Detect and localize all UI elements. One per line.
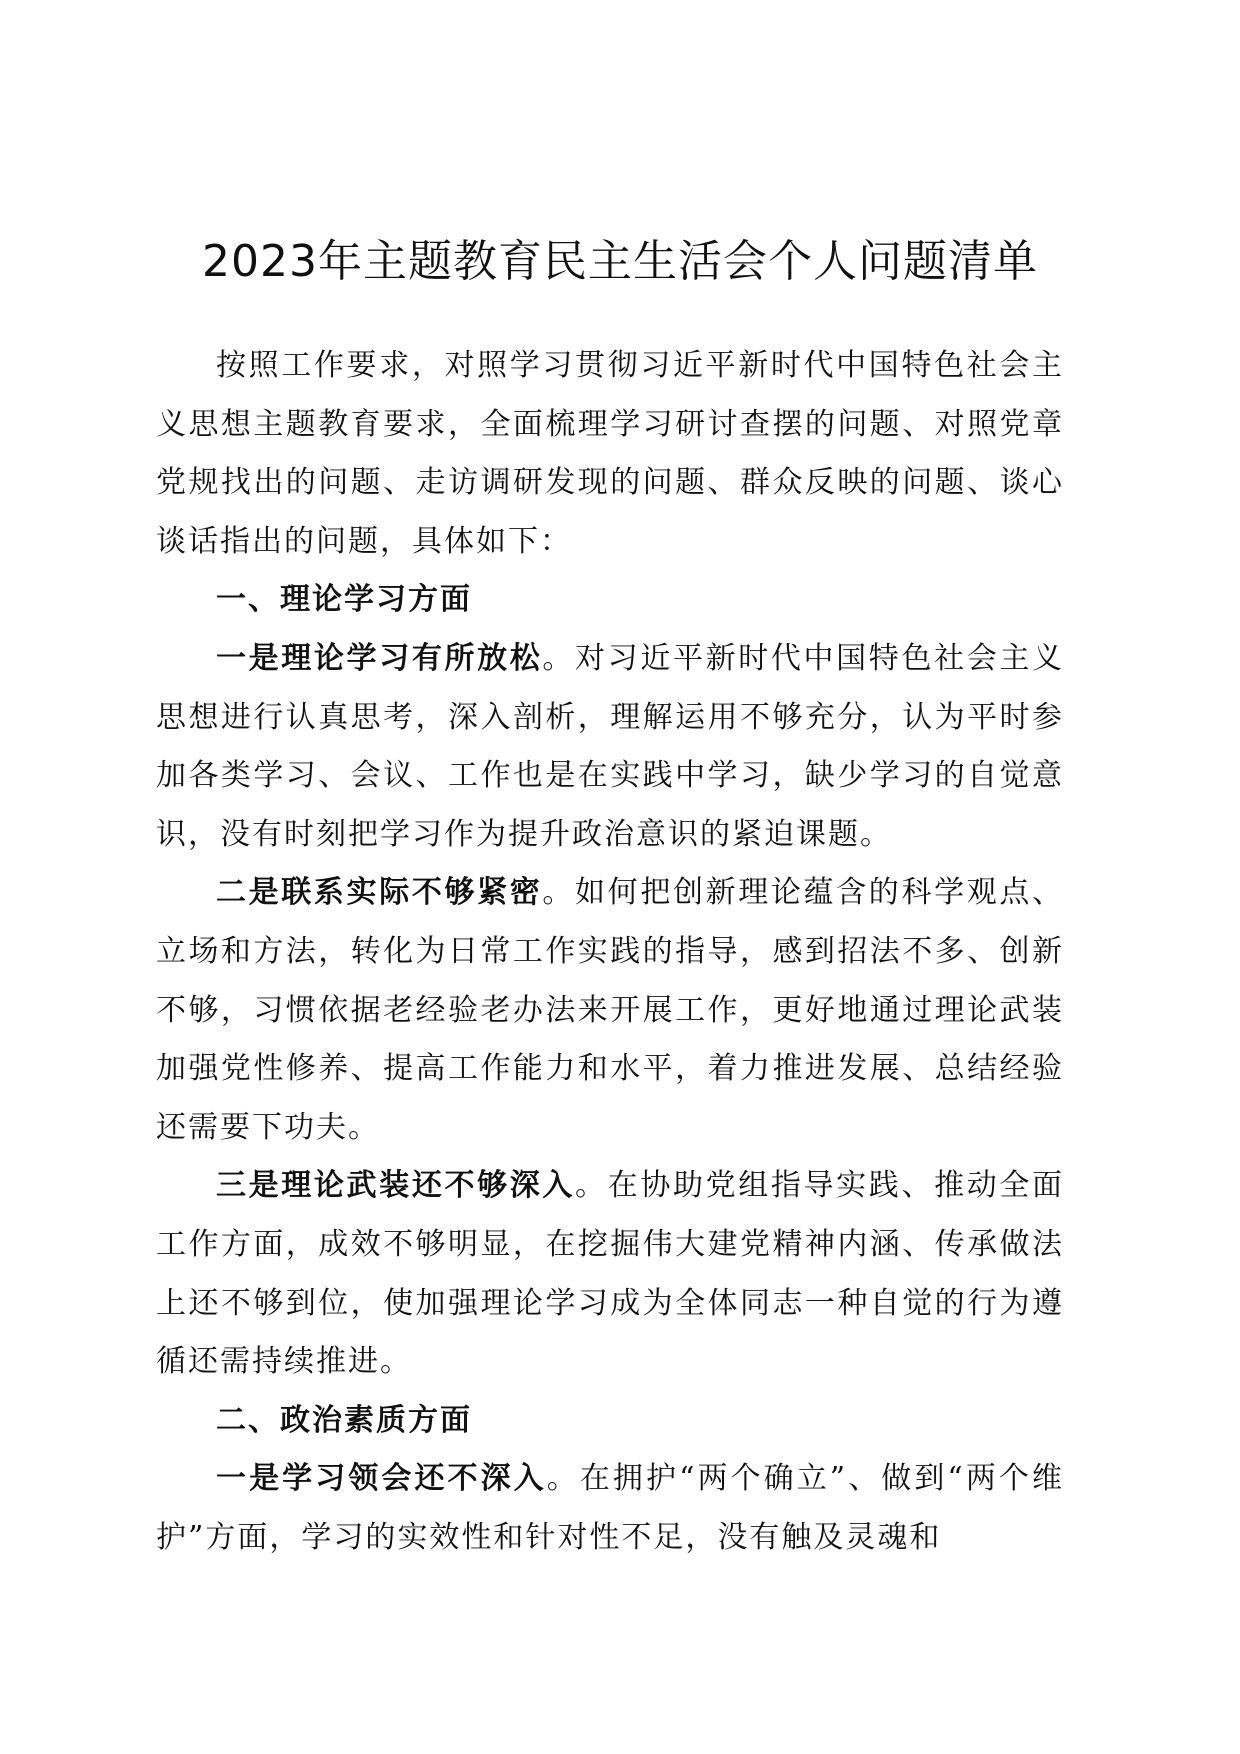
intro-paragraph: 按照工作要求，对照学习贯彻习近平新时代中国特色社会主义思想主题教育要求，全面梳理学习研讨查摆的问题、对照党章党规找出的问题、走访调研发现的问题、群众反映的问题、谈心谈话指出的问题，具体如下： — [156, 348, 1064, 559]
document-title: 2023年主题教育民主生活会个人问题清单 — [202, 236, 1038, 287]
item-lead: 二是联系实际不够紧密 — [216, 875, 543, 911]
item-lead: 一是学习领会还不深入 — [216, 1461, 547, 1497]
section-heading-theory-study: 一、理论学习方面 — [216, 582, 472, 618]
item-text: 。对习近平新时代中国特色社会主义思想进行认真思考，深入剖析，理解运用不够充分，认为平时参加各类学习、会议、工作也是在实践中学习，缺少学习的自觉意识，没有时刻把学习作为提升政治意识的紧迫课题。 — [156, 640, 1065, 852]
paragraph-political-item-1 — [156, 1450, 1064, 1567]
item-text: 。在协助党组指导实践、推动全面工作方面，成效不够明显，在挖掘伟大建党精神内涵、传承做法上还不够到位，使加强理论学习成为全体同志一种自觉的行为遵循还需持续推进。 — [156, 1168, 1065, 1380]
item-lead: 一是理论学习有所放松 — [216, 640, 543, 676]
item-text: 。在拥护“两个确立”、做到“两个维护”方面，学习的实效性和针对性不足，没有触及灵魂和 — [156, 1461, 1064, 1555]
item-lead: 三是理论武装还不够深入 — [216, 1168, 576, 1204]
paragraph-theory-item-1 — [156, 630, 1064, 864]
paragraph-theory-item-3 — [156, 1157, 1064, 1391]
paragraph-theory-item-2 — [156, 864, 1064, 1157]
item-text: 。如何把创新理论蕴含的科学观点、立场和方法，转化为日常工作实践的指导，感到招法不多、创新不够，习惯依据老经验老办法来开展工作，更好地通过理论武装加强党性修养、提高工作能力和水平，着力推进发展、总结经验还需要下功夫。 — [156, 875, 1065, 1145]
document-body — [156, 337, 1064, 1567]
section-heading-political-quality: 二、政治素质方面 — [216, 1402, 472, 1438]
